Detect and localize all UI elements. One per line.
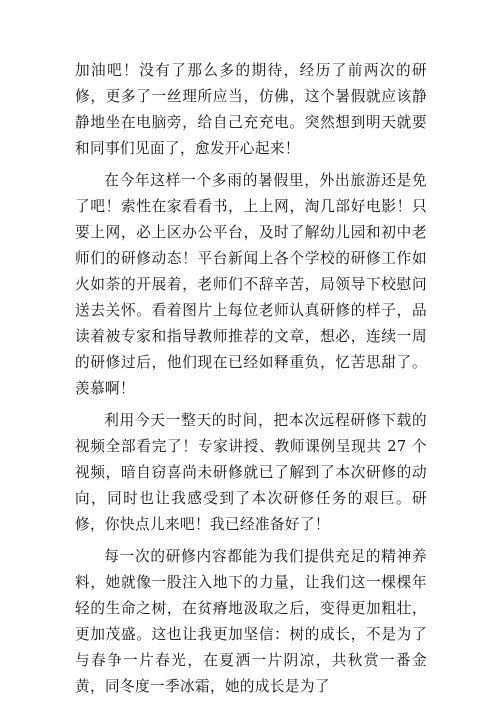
body-text (75, 58, 427, 706)
paragraph: 每一次的研修内容都能为我们提供充足的精神养料，她就像一股注入地下的力量，让我们这一棵棵年轻的生命之树，在贫瘠地汲取之后，变得更加粗壮，更加茂盛。这也让我更加坚信：树的成长，不是为了与春争一片春光，在夏洒一片阴凉，共秋赏一番金黄，同冬度一季冰霜，她的成长是为了 (75, 548, 427, 695)
paragraph: 利用今天一整天的时间，把本次远程研修下载的视频全部看完了！专家讲授、教师课例呈现共 27 个视频，暗自窃喜尚未研修就已了解到了本次研修的动向，同时也让我感受到了本次研修任务的艰巨。研修，你快点儿来吧！我已经准备好了！ (75, 412, 427, 533)
paragraph: 在今年这样一个多雨的暑假里，外出旅游还是免了吧！索性在家看看书，上上网，淘几部好电影！只要上网，必上区办公平台，及时了解幼儿园和初中老师们的研修动态！平台新闻上各个学校的研修工作如火如荼的开展着，老师们不辞辛苦，局领导下校慰问送去关怀。看着图片上每位老师认真研修的样子，品读着被专家和指导教师推荐的文章，想必，连续一周的研修过后，他们现在已经如释重负，忆苦思甜了。羡慕啊！ (75, 172, 427, 397)
paragraph: 加油吧！没有了那么多的期待，经历了前两次的研修，更多了一丝理所应当，仿佛，这个暑假就应该静静地坐在电脑旁，给自己充充电。突然想到明天就要和同事们见面了，愈发开心起来！ (75, 62, 427, 157)
